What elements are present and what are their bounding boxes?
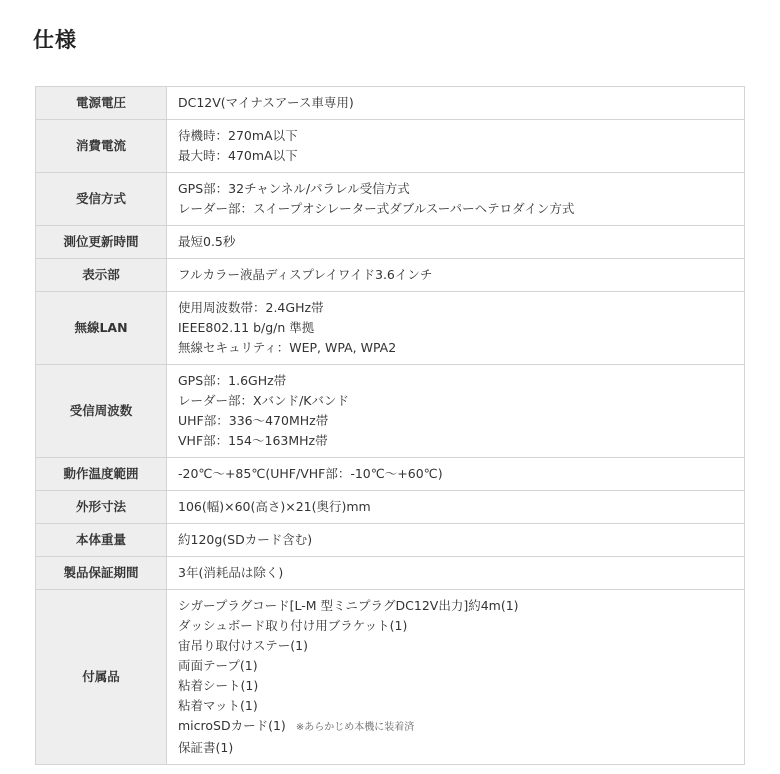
- spec-line: GPS部：1.6GHz帯: [178, 373, 287, 388]
- spec-value: [167, 524, 745, 557]
- spec-line: 106(幅)×60(高さ)×21(奥行)mm: [178, 499, 371, 514]
- spec-value: [167, 87, 745, 120]
- spec-label: 受信方式: [36, 173, 167, 226]
- spec-label: 外形寸法: [36, 491, 167, 524]
- spec-line: 両面テープ(1): [178, 658, 258, 673]
- spec-line: UHF部：336～470MHz帯: [178, 413, 329, 428]
- spec-value: [167, 491, 745, 524]
- spec-label: 無線LAN: [36, 292, 167, 365]
- page-title: 仕様: [33, 28, 77, 52]
- spec-value: [167, 590, 745, 765]
- spec-row-display: [36, 259, 745, 292]
- spec-line: GPS部：32チャンネル/パラレル受信方式: [178, 181, 410, 196]
- spec-line: 最大時：470mA以下: [178, 148, 298, 163]
- spec-row-wireless-lan: [36, 292, 745, 365]
- spec-row-operating-temperature: [36, 458, 745, 491]
- spec-label: 動作温度範囲: [36, 458, 167, 491]
- spec-label: 電源電圧: [36, 87, 167, 120]
- spec-label: 受信周波数: [36, 365, 167, 458]
- spec-line: 無線セキュリティ：WEP, WPA, WPA2: [178, 340, 397, 355]
- spec-label: 製品保証期間: [36, 557, 167, 590]
- spec-value: [167, 557, 745, 590]
- spec-value: [167, 292, 745, 365]
- spec-line: 使用周波数帯：2.4GHz帯: [178, 300, 324, 315]
- spec-value: [167, 458, 745, 491]
- spec-line: レーダー部：スイープオシレーター式ダブルスーパーヘテロダイン方式: [178, 201, 575, 216]
- spec-row-power-consumption: [36, 120, 745, 173]
- spec-line: DC12V(マイナスアース車専用): [178, 95, 354, 110]
- spec-line: -20℃～+85℃(UHF/VHF部：-10℃～+60℃): [178, 466, 443, 481]
- spec-label: 本体重量: [36, 524, 167, 557]
- spec-label: 表示部: [36, 259, 167, 292]
- spec-line: レーダー部：Xバンド/Kバンド: [178, 393, 349, 408]
- spec-line: 3年(消耗品は除く): [178, 565, 284, 580]
- spec-line: 待機時：270mA以下: [178, 128, 298, 143]
- spec-row-weight: [36, 524, 745, 557]
- spec-line: ダッシュボード取り付け用ブラケット(1): [178, 618, 408, 633]
- spec-line-microsd: [178, 716, 733, 738]
- spec-line: 最短0.5秒: [178, 234, 236, 249]
- spec-row-power-voltage: [36, 87, 745, 120]
- spec-value: [167, 226, 745, 259]
- spec-line: 宙吊り取付けステー(1): [178, 638, 308, 653]
- spec-line: IEEE802.11 b/g/n 準拠: [178, 320, 315, 335]
- spec-line: 粘着シート(1): [178, 678, 259, 693]
- spec-row-dimensions: [36, 491, 745, 524]
- spec-line-text: microSDカード(1): [178, 718, 286, 733]
- spec-row-accessories: [36, 590, 745, 765]
- spec-row-reception-frequency: [36, 365, 745, 458]
- spec-line: 保証書(1): [178, 740, 234, 755]
- spec-value: [167, 120, 745, 173]
- spec-value: [167, 365, 745, 458]
- accessory-note: ※あらかじめ本機に装着済: [295, 722, 415, 733]
- spec-line: VHF部：154～163MHz帯: [178, 433, 328, 448]
- spec-table: [35, 86, 745, 765]
- spec-label: 消費電流: [36, 120, 167, 173]
- spec-label: 測位更新時間: [36, 226, 167, 259]
- spec-value: [167, 173, 745, 226]
- spec-row-reception-method: [36, 173, 745, 226]
- spec-row-positioning-update: [36, 226, 745, 259]
- spec-line: フルカラー液晶ディスプレイワイド3.6インチ: [178, 267, 433, 282]
- spec-row-warranty: [36, 557, 745, 590]
- spec-line: 約120g(SDカード含む): [178, 532, 313, 547]
- spec-line: シガープラグコード[L-M 型ミニプラグDC12V出力]約4m(1): [178, 598, 519, 613]
- spec-label: 付属品: [36, 590, 167, 765]
- spec-line: 粘着マット(1): [178, 698, 258, 713]
- spec-value: [167, 259, 745, 292]
